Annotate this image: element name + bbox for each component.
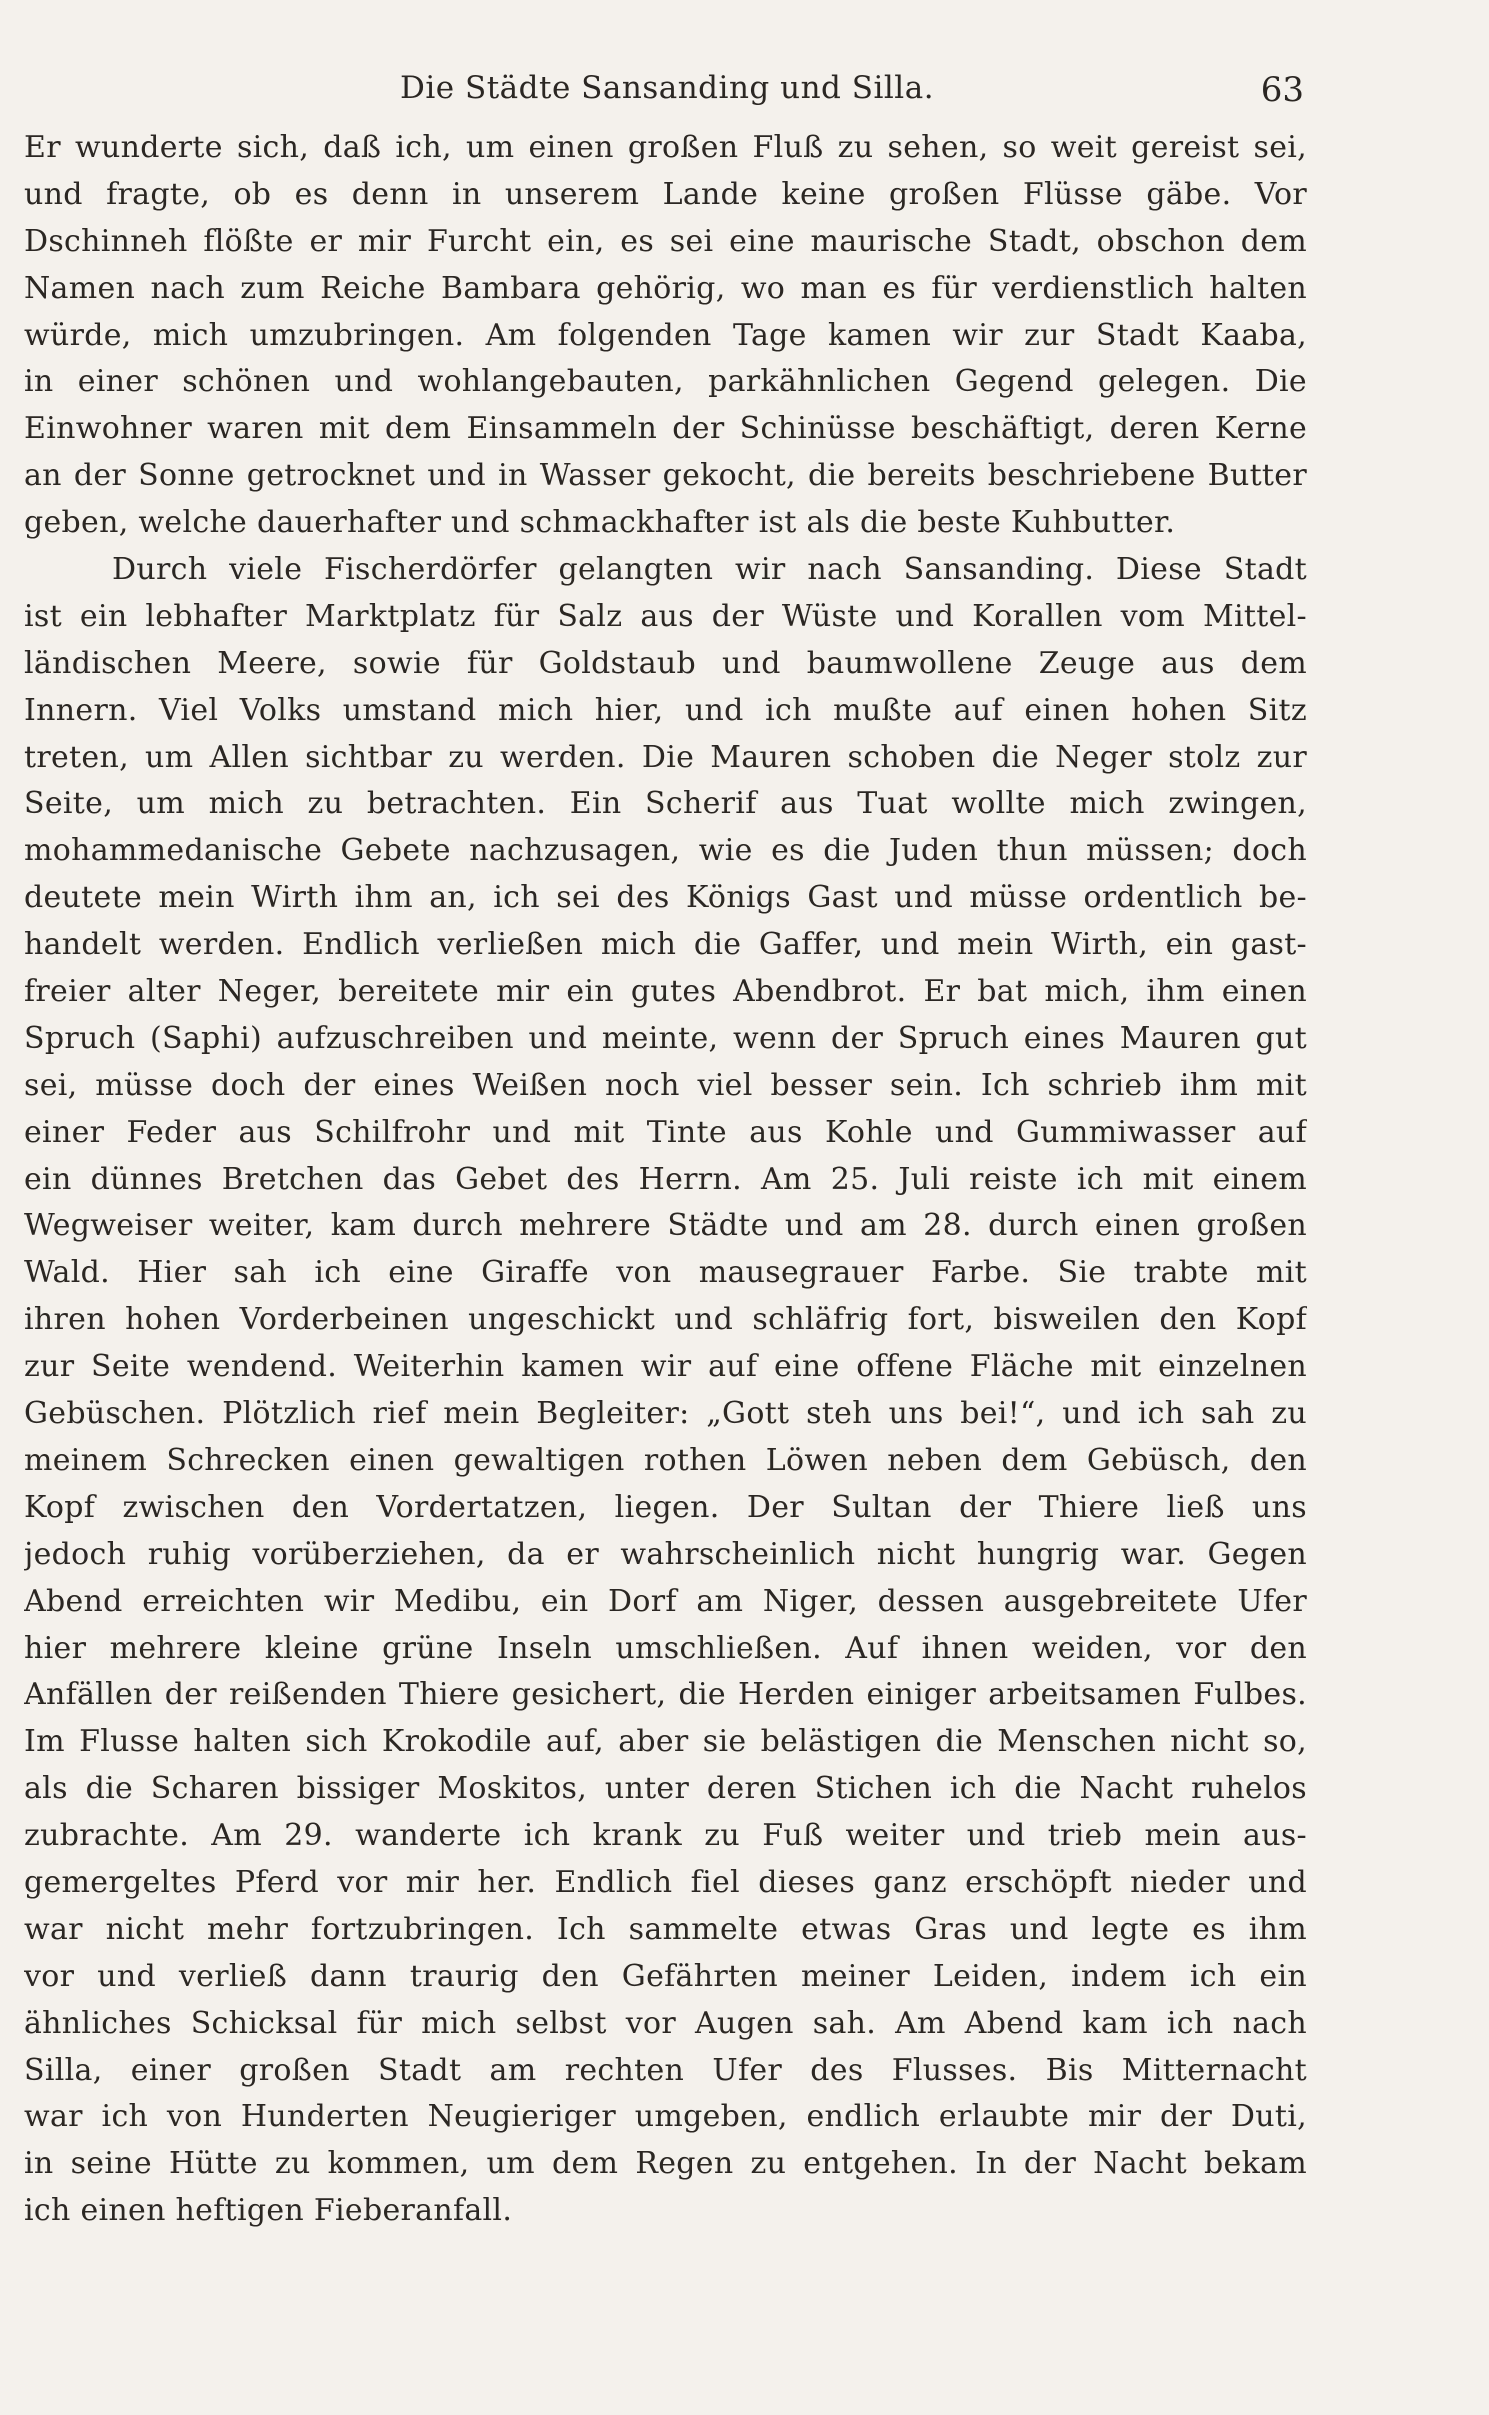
text-line: vor und verließ dann traurig den Gefährten meiner Leiden, indem ich ein bbox=[24, 1958, 1307, 1994]
text-line: ein dünnes Bretchen das Gebet des Herrn. Am 25. Juli reiste ich mit einem bbox=[24, 1161, 1307, 1197]
text-line: Seite, um mich zu betrachten. Ein Scherif aus Tuat wollte mich zwingen, bbox=[24, 786, 1307, 822]
text-line: Abend erreichten wir Medibu, ein Dorf am Niger, dessen ausgebreitete Ufer bbox=[24, 1583, 1307, 1619]
text-line: einer Feder aus Schilfrohr und mit Tinte aus Kohle und Gummiwasser auf bbox=[24, 1114, 1307, 1150]
text-line: zubrachte. Am 29. wanderte ich krank zu Fuß weiter und trieb mein aus- bbox=[24, 1818, 1307, 1854]
text-line: ich einen heftigen Fieberanfall. bbox=[24, 2193, 513, 2229]
text-line: in einer schönen und wohlangebauten, parkähnlichen Gegend gelegen. Die bbox=[24, 364, 1307, 400]
text-line: Im Flusse halten sich Krokodile auf, aber sie belästigen die Menschen nicht so, bbox=[24, 1724, 1307, 1760]
text-line: Gebüschen. Plötzlich rief mein Begleiter: „Gott steh uns bei!“, und ich sah zu bbox=[24, 1396, 1307, 1432]
text-line: geben, welche dauerhafter und schmackhafter ist als die beste Kuhbutter. bbox=[24, 505, 1176, 541]
text-line: hier mehrere kleine grüne Inseln umschließen. Auf ihnen weiden, vor den bbox=[24, 1630, 1307, 1666]
text-line: mohammedanische Gebete nachzusagen, wie es die Juden thun müssen; doch bbox=[24, 833, 1307, 869]
text-line: ihren hohen Vorderbeinen ungeschickt und schläfrig fort, bisweilen den Kopf bbox=[24, 1302, 1307, 1338]
text-line: zur Seite wendend. Weiterhin kamen wir auf eine offene Fläche mit einzelnen bbox=[24, 1349, 1307, 1385]
text-line: ist ein lebhafter Marktplatz für Salz aus der Wüste und Korallen vom Mittel- bbox=[24, 598, 1307, 634]
text-line: Anfällen der reißenden Thiere gesichert, die Herden einiger arbeitsamen Fulbes. bbox=[24, 1677, 1307, 1713]
text-line: meinem Schrecken einen gewaltigen rothen Löwen neben dem Gebüsch, den bbox=[24, 1442, 1307, 1478]
text-line: Namen nach zum Reiche Bambara gehörig, wo man es für verdienstlich halten bbox=[24, 270, 1307, 306]
page-header bbox=[400, 62, 1304, 114]
text-line: Wald. Hier sah ich eine Giraffe von mausegrauer Farbe. Sie trabte mit bbox=[24, 1255, 1307, 1291]
page-number: 63 bbox=[1260, 70, 1304, 110]
running-title: Die Städte Sansanding und Silla. bbox=[400, 70, 935, 106]
text-line: Er wunderte sich, daß ich, um einen großen Fluß zu sehen, so weit gereist sei, bbox=[24, 130, 1307, 165]
text-line: ähnliches Schicksal für mich selbst vor Augen sah. Am Abend kam ich nach bbox=[24, 2005, 1307, 2041]
text-line: Einwohner waren mit dem Einsammeln der Schinüsse beschäftigt, deren Kerne bbox=[24, 411, 1307, 447]
text-line: und fragte, ob es denn in unserem Lande keine großen Flüsse gäbe. Vor bbox=[24, 176, 1307, 212]
text-line: an der Sonne getrocknet und in Wasser gekocht, die bereits beschriebene Butter bbox=[24, 458, 1307, 494]
text-line: gemergeltes Pferd vor mir her. Endlich fiel dieses ganz erschöpft nieder und bbox=[24, 1864, 1307, 1900]
text-line: war ich von Hunderten Neugieriger umgeben, endlich erlaubte mir der Duti, bbox=[24, 2099, 1307, 2135]
text-line: jedoch ruhig vorüberziehen, da er wahrscheinlich nicht hungrig war. Gegen bbox=[24, 1536, 1307, 1572]
text-line: Innern. Viel Volks umstand mich hier, und ich mußte auf einen hohen Sitz bbox=[24, 692, 1307, 728]
text-line: war nicht mehr fortzubringen. Ich sammelte etwas Gras und legte es ihm bbox=[24, 1911, 1307, 1947]
text-line: in seine Hütte zu kommen, um dem Regen zu entgehen. In der Nacht bekam bbox=[24, 2146, 1307, 2182]
text-line: treten, um Allen sichtbar zu werden. Die Mauren schoben die Neger stolz zur bbox=[24, 739, 1307, 775]
body-text bbox=[24, 125, 1307, 2235]
paragraph-start-line: Durch viele Fischerdörfer gelangten wir nach Sansanding. Diese Stadt bbox=[112, 552, 1307, 588]
text-line: als die Scharen bissiger Moskitos, unter deren Stichen ich die Nacht ruhelos bbox=[24, 1771, 1307, 1807]
text-line: deutete mein Wirth ihm an, ich sei des Königs Gast und müsse ordentlich be- bbox=[24, 880, 1307, 916]
text-line: Silla, einer großen Stadt am rechten Ufer des Flusses. Bis Mitternacht bbox=[24, 2052, 1307, 2088]
text-line: ländischen Meere, sowie für Goldstaub und baumwollene Zeuge aus dem bbox=[24, 645, 1307, 681]
text-line: Kopf zwischen den Vordertatzen, liegen. Der Sultan der Thiere ließ uns bbox=[24, 1489, 1307, 1525]
text-line: Spruch (Saphi) aufzuschreiben und meinte, wenn der Spruch eines Mauren gut bbox=[24, 1020, 1307, 1056]
text-line: Dschinneh flößte er mir Furcht ein, es sei eine maurische Stadt, obschon dem bbox=[24, 223, 1307, 259]
text-line: würde, mich umzubringen. Am folgenden Tage kamen wir zur Stadt Kaaba, bbox=[24, 317, 1307, 353]
text-line: handelt werden. Endlich verließen mich die Gaffer, und mein Wirth, ein gast- bbox=[24, 927, 1307, 963]
text-line: Wegweiser weiter, kam durch mehrere Städte und am 28. durch einen großen bbox=[24, 1208, 1307, 1244]
text-line: freier alter Neger, bereitete mir ein gutes Abendbrot. Er bat mich, ihm einen bbox=[24, 974, 1307, 1010]
text-line: sei, müsse doch der eines Weißen noch viel besser sein. Ich schrieb ihm mit bbox=[24, 1067, 1307, 1103]
